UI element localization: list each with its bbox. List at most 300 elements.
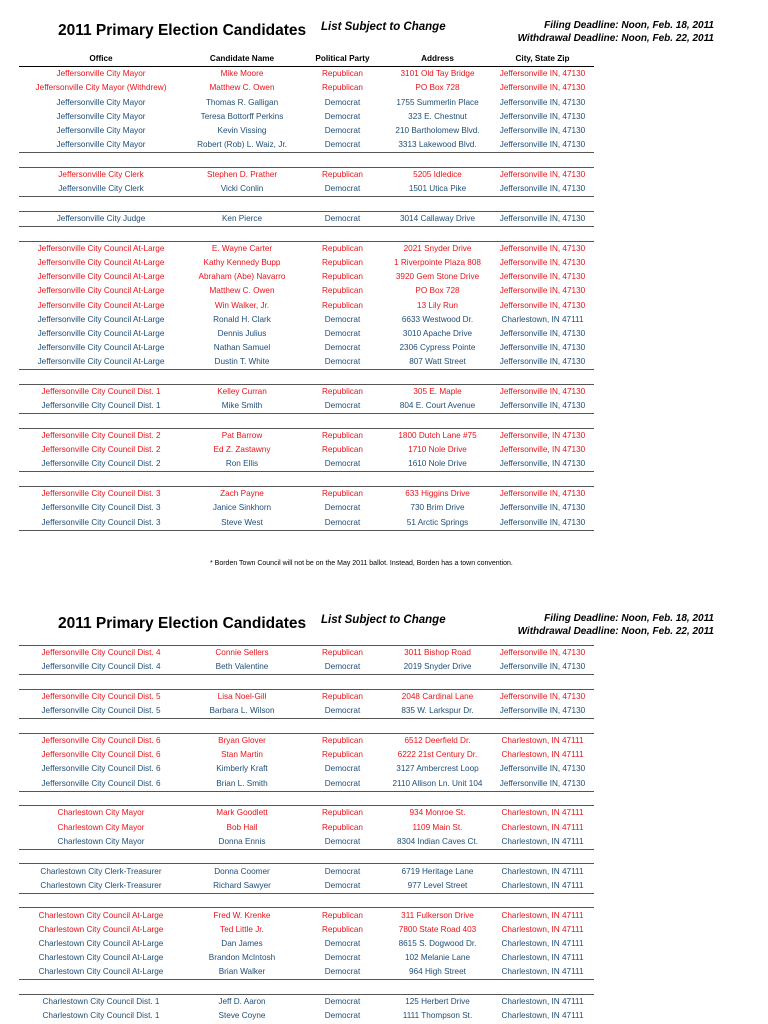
office-cell: Jeffersonville City Council Dist. 5 xyxy=(19,689,183,704)
candidate-cell: Richard Sawyer xyxy=(183,879,301,894)
office-cell: Charlestown City Mayor xyxy=(19,835,183,850)
office-cell: Jeffersonville City Council Dist. 6 xyxy=(41,750,161,760)
office-cell: Jeffersonville City Mayor xyxy=(19,138,183,153)
city-cell: Jeffersonville IN, 47130 xyxy=(491,182,594,197)
table-row xyxy=(19,704,594,719)
empty-cell xyxy=(19,719,183,734)
empty-cell xyxy=(301,980,384,995)
address-cell: PO Box 728 xyxy=(415,83,460,93)
spacer-row xyxy=(19,849,594,864)
party-cell: Democrat xyxy=(324,97,361,107)
empty-cell xyxy=(19,227,183,242)
party-cell: Democrat xyxy=(301,660,384,675)
city-cell: Charlestown, IN 47111 xyxy=(501,314,584,324)
city-cell: Jeffersonville IN, 47130 xyxy=(499,300,586,310)
candidate-cell: Mark Goodlett xyxy=(183,806,301,821)
deadlines xyxy=(518,19,714,45)
empty-cell xyxy=(19,530,183,544)
city-cell: Charlestown, IN 47111 xyxy=(501,938,584,948)
spacer-row xyxy=(19,414,594,429)
city-cell: Jeffersonville, IN 47130 xyxy=(491,457,594,472)
address-cell: 102 Melanie Lane xyxy=(404,953,471,963)
candidate-cell: Dustin T. White xyxy=(183,355,301,370)
city-cell: Charlestown, IN 47111 xyxy=(491,994,594,1009)
empty-cell xyxy=(183,530,301,544)
city-cell: Charlestown, IN 47111 xyxy=(491,965,594,980)
city-cell: Jeffersonville IN, 47130 xyxy=(499,648,586,658)
party-cell: Democrat xyxy=(301,355,384,370)
city-cell: Charlestown, IN 47111 xyxy=(491,908,594,923)
candidate-cell: Jeff D. Aaron xyxy=(183,994,301,1009)
empty-cell xyxy=(301,530,384,544)
city-cell: Jeffersonville IN, 47130 xyxy=(499,83,586,93)
empty-cell xyxy=(491,719,594,734)
table-row xyxy=(19,965,594,980)
office-cell: Jeffersonville City Council At-Large xyxy=(37,314,165,324)
spacer-row xyxy=(19,791,594,806)
party-cell: Democrat xyxy=(301,835,384,850)
candidate-cell: Stephen D. Prather xyxy=(183,167,301,182)
address-cell: 8615 S. Dogwood Dr. xyxy=(398,938,477,948)
address-cell: 3920 Gem Stone Drive xyxy=(395,272,480,282)
empty-cell xyxy=(183,719,301,734)
col-office: Office xyxy=(19,52,183,67)
table-row xyxy=(19,762,594,776)
address-cell: 311 Fulkerson Drive xyxy=(384,908,491,923)
office-cell: Jeffersonville City Council At-Large xyxy=(37,300,165,310)
empty-cell xyxy=(301,849,384,864)
party-cell: Democrat xyxy=(301,457,384,472)
table-row xyxy=(19,994,594,1009)
spacer-row xyxy=(19,675,594,690)
table-row xyxy=(19,777,594,792)
party-cell: Republican xyxy=(322,69,363,79)
empty-cell xyxy=(19,791,183,806)
candidate-cell: Matthew C. Owen xyxy=(209,83,275,93)
office-cell: Jeffersonville City Council Dist. 6 xyxy=(19,777,183,792)
address-cell: 6222 21st Century Dr. xyxy=(397,750,478,760)
table-row xyxy=(19,110,594,124)
city-cell: Jeffersonville IN, 47130 xyxy=(499,286,586,296)
candidate-cell: Brian Walker xyxy=(183,965,301,980)
table-row xyxy=(19,501,594,515)
party-cell: Democrat xyxy=(324,1011,361,1021)
office-cell: Charlestown City Council At-Large xyxy=(19,908,183,923)
office-cell: Charlestown City Clerk-Treasurer xyxy=(19,864,183,879)
table-row xyxy=(19,806,594,821)
empty-cell xyxy=(301,791,384,806)
candidate-cell: Pat Barrow xyxy=(183,428,301,443)
table-row xyxy=(19,284,594,298)
party-cell: Republican xyxy=(301,689,384,704)
empty-cell xyxy=(301,370,384,385)
empty-cell xyxy=(19,153,183,168)
office-cell: Jeffersonville City Council Dist. 3 xyxy=(19,487,183,502)
empty-cell xyxy=(19,980,183,995)
empty-cell xyxy=(384,675,491,690)
address-cell: 2021 Snyder Drive xyxy=(384,241,491,256)
city-cell: Charlestown, IN 47111 xyxy=(491,733,594,748)
candidate-cell: Ken Pierce xyxy=(183,211,301,226)
empty-cell xyxy=(19,414,183,429)
candidate-cell: Barbara L. Wilson xyxy=(183,704,301,719)
address-cell: 730 Brim Drive xyxy=(410,503,465,513)
city-cell: Charlestown, IN 47111 xyxy=(501,822,584,832)
city-cell: Jeffersonville, IN 47130 xyxy=(491,428,594,443)
party-cell: Democrat xyxy=(301,138,384,153)
office-cell: Charlestown City Council At-Large xyxy=(19,965,183,980)
empty-cell xyxy=(301,472,384,487)
address-cell: 1710 Nole Drive xyxy=(408,445,467,455)
page-subtitle: List Subject to Change xyxy=(321,21,446,33)
empty-cell xyxy=(384,414,491,429)
office-cell: Jeffersonville City Council Dist. 3 xyxy=(41,503,161,513)
table-row xyxy=(19,241,594,256)
candidates-table-1 xyxy=(19,52,594,544)
city-cell: Jeffersonville IN, 47130 xyxy=(491,167,594,182)
address-cell: 1501 Utica Pike xyxy=(384,182,491,197)
candidate-cell: Abraham (Abe) Navarro xyxy=(198,272,286,282)
table-row xyxy=(19,211,594,226)
city-cell: Charlestown, IN 47111 xyxy=(501,953,584,963)
city-cell: Charlestown, IN 47111 xyxy=(501,1011,584,1021)
office-cell: Jeffersonville City Council Dist. 4 xyxy=(19,660,183,675)
empty-cell xyxy=(19,675,183,690)
office-cell: Jeffersonville City Council Dist. 4 xyxy=(41,648,161,658)
address-cell: 2306 Cypress Pointe xyxy=(399,343,476,353)
city-cell: Charlestown, IN 47111 xyxy=(491,835,594,850)
party-cell: Republican xyxy=(322,750,363,760)
address-cell: PO Box 728 xyxy=(415,286,460,296)
address-cell: 3011 Bishop Road xyxy=(404,648,471,658)
candidate-cell: Kimberly Kraft xyxy=(216,764,268,774)
party-cell: Democrat xyxy=(301,965,384,980)
table-header xyxy=(19,52,594,67)
city-cell: Jeffersonville IN, 47130 xyxy=(499,126,586,136)
office-cell: Charlestown City Council At-Large xyxy=(38,953,164,963)
table-row xyxy=(19,733,594,748)
empty-cell xyxy=(491,893,594,908)
table-row xyxy=(19,256,594,270)
empty-cell xyxy=(19,472,183,487)
table-row xyxy=(19,937,594,951)
candidate-cell: Fred W. Krenke xyxy=(183,908,301,923)
city-cell: Jeffersonville IN, 47130 xyxy=(499,343,586,353)
city-cell: Jeffersonville IN, 47130 xyxy=(499,272,586,282)
candidate-cell: Steve Coyne xyxy=(218,1011,266,1021)
city-cell: Jeffersonville IN, 47130 xyxy=(491,689,594,704)
candidate-cell: E. Wayne Carter xyxy=(183,241,301,256)
spacer-row xyxy=(19,227,594,242)
spacer-row xyxy=(19,370,594,385)
empty-cell xyxy=(491,197,594,212)
candidate-cell: Teresa Bottorff Perkins xyxy=(200,111,284,121)
office-cell: Jeffersonville City Council Dist. 3 xyxy=(19,515,183,530)
deadlines xyxy=(518,612,714,638)
address-cell: 3101 Old Tay Bridge xyxy=(400,69,475,79)
table-row xyxy=(19,646,594,661)
address-cell: 2019 Snyder Drive xyxy=(384,660,491,675)
withdrawal-deadline: Withdrawal Deadline: Noon, Feb. 22, 2011 xyxy=(517,33,714,44)
city-cell: Jeffersonville IN, 47130 xyxy=(499,111,586,121)
party-cell: Democrat xyxy=(324,328,361,338)
empty-cell xyxy=(491,980,594,995)
city-cell: Charlestown, IN 47111 xyxy=(491,806,594,821)
spacer-row xyxy=(19,472,594,487)
empty-cell xyxy=(183,980,301,995)
empty-cell xyxy=(491,414,594,429)
candidate-cell: Dan James xyxy=(221,938,263,948)
party-cell: Democrat xyxy=(301,515,384,530)
col-address: Address xyxy=(384,52,491,67)
table-row xyxy=(19,138,594,153)
party-cell: Republican xyxy=(301,167,384,182)
candidate-cell: Bryan Glover xyxy=(183,733,301,748)
spacer-row xyxy=(19,893,594,908)
col-party: Political Party xyxy=(301,52,384,67)
table-row xyxy=(19,428,594,443)
city-cell: Jeffersonville IN, 47130 xyxy=(491,487,594,502)
office-cell: Jeffersonville City Mayor xyxy=(56,97,146,107)
address-cell: 934 Monroe St. xyxy=(384,806,491,821)
empty-cell xyxy=(19,197,183,212)
empty-cell xyxy=(301,414,384,429)
party-cell: Democrat xyxy=(324,111,361,121)
spacer-row xyxy=(19,197,594,212)
table-row xyxy=(19,443,594,457)
office-cell: Jeffersonville City Council At-Large xyxy=(19,355,183,370)
empty-cell xyxy=(301,675,384,690)
city-cell: Jeffersonville IN, 47130 xyxy=(499,764,586,774)
office-cell: Charlestown City Mayor xyxy=(19,806,183,821)
address-cell: 6719 Heritage Lane xyxy=(384,864,491,879)
table-row xyxy=(19,81,594,95)
table-row xyxy=(19,399,594,414)
empty-cell xyxy=(19,849,183,864)
city-cell: Jeffersonville IN, 47130 xyxy=(491,399,594,414)
address-cell: 835 W. Larkspur Dr. xyxy=(384,704,491,719)
spacer-row xyxy=(19,530,594,544)
office-cell: Jeffersonville City Council Dist. 2 xyxy=(41,445,161,455)
spacer-row xyxy=(19,153,594,168)
candidate-cell: Ed Z. Zastawny xyxy=(213,445,271,455)
party-cell: Republican xyxy=(322,924,363,934)
city-cell: Charlestown, IN 47111 xyxy=(491,879,594,894)
party-cell: Democrat xyxy=(301,399,384,414)
empty-cell xyxy=(384,719,491,734)
empty-cell xyxy=(183,197,301,212)
withdrawal-deadline: Withdrawal Deadline: Noon, Feb. 22, 2011 xyxy=(517,626,714,637)
empty-cell xyxy=(384,849,491,864)
address-cell: 51 Arctic Springs xyxy=(384,515,491,530)
office-cell: Jeffersonville City Council At-Large xyxy=(19,241,183,256)
party-cell: Republican xyxy=(322,822,363,832)
party-cell: Democrat xyxy=(324,503,361,513)
candidate-cell: Nathan Samuel xyxy=(213,343,271,353)
candidates-table-2 xyxy=(19,645,594,1023)
table-row xyxy=(19,923,594,937)
table-row xyxy=(19,182,594,197)
candidate-cell: Stan Martin xyxy=(221,750,263,760)
office-cell: Jeffersonville City Council At-Large xyxy=(37,286,165,296)
address-cell: 807 Watt Street xyxy=(384,355,491,370)
address-cell: 7800 State Road 403 xyxy=(398,924,477,934)
candidate-cell: Connie Sellers xyxy=(215,648,269,658)
address-cell: 1 Riverpointe Plaza 808 xyxy=(394,257,481,267)
table-row xyxy=(19,660,594,675)
party-cell: Republican xyxy=(301,241,384,256)
empty-cell xyxy=(491,849,594,864)
empty-cell xyxy=(384,893,491,908)
office-cell: Jeffersonville City Council Dist. 5 xyxy=(19,704,183,719)
address-cell: 5205 Idledice xyxy=(384,167,491,182)
address-cell: 1109 Main St. xyxy=(412,822,463,832)
address-cell: 323 E. Chestnut xyxy=(408,111,467,121)
empty-cell xyxy=(491,472,594,487)
candidate-cell: Ron Ellis xyxy=(183,457,301,472)
office-cell: Charlestown City Mayor xyxy=(57,822,145,832)
address-cell: 3127 Ambercrest Loop xyxy=(396,764,479,774)
party-cell: Democrat xyxy=(301,704,384,719)
table-row xyxy=(19,355,594,370)
table-row xyxy=(19,487,594,502)
candidate-cell: Ted Little Jr. xyxy=(220,924,264,934)
office-cell: Jeffersonville City Mayor xyxy=(56,111,146,121)
table-row xyxy=(19,515,594,530)
empty-cell xyxy=(183,227,301,242)
address-cell: 964 High Street xyxy=(384,965,491,980)
city-cell: Jeffersonville IN, 47130 xyxy=(491,704,594,719)
candidate-cell: Vicki Conlin xyxy=(183,182,301,197)
city-cell: Jeffersonville IN, 47130 xyxy=(491,384,594,399)
candidate-cell: Matthew C. Owen xyxy=(209,286,275,296)
empty-cell xyxy=(491,227,594,242)
city-cell: Jeffersonville IN, 47130 xyxy=(499,69,586,79)
candidate-cell: Lisa Noel-Gill xyxy=(183,689,301,704)
address-cell: 1111 Thompson St. xyxy=(402,1011,473,1021)
party-cell: Democrat xyxy=(301,994,384,1009)
candidate-cell: Ronald H. Clark xyxy=(213,314,271,324)
empty-cell xyxy=(301,197,384,212)
party-cell: Democrat xyxy=(324,764,361,774)
city-cell: Jeffersonville, IN 47130 xyxy=(499,445,586,455)
office-cell: Jeffersonville City Council At-Large xyxy=(37,343,165,353)
party-cell: Democrat xyxy=(301,879,384,894)
candidate-cell: Bob Hall xyxy=(226,822,258,832)
office-cell: Jeffersonville City Council At-Large xyxy=(37,272,165,282)
city-cell: Jeffersonville IN, 47130 xyxy=(499,257,586,267)
address-cell: 3014 Callaway Drive xyxy=(384,211,491,226)
party-cell: Republican xyxy=(322,300,363,310)
office-cell: Jeffersonville City Clerk xyxy=(19,182,183,197)
empty-cell xyxy=(19,370,183,385)
office-cell: Jeffersonville City Judge xyxy=(19,211,183,226)
address-cell: 2110 Allison Ln. Unit 104 xyxy=(384,777,491,792)
empty-cell xyxy=(384,980,491,995)
empty-cell xyxy=(301,719,384,734)
party-cell: Democrat xyxy=(301,777,384,792)
address-cell: 633 Higgins Drive xyxy=(384,487,491,502)
empty-cell xyxy=(384,227,491,242)
candidate-cell: Donna Ennis xyxy=(183,835,301,850)
party-cell: Republican xyxy=(301,384,384,399)
party-cell: Republican xyxy=(301,487,384,502)
table-row xyxy=(19,298,594,312)
empty-cell xyxy=(491,153,594,168)
candidate-cell: Dennis Julius xyxy=(217,328,267,338)
address-cell: 13 Lily Run xyxy=(417,300,458,310)
address-cell: 6633 Westwood Dr. xyxy=(401,314,474,324)
empty-cell xyxy=(183,414,301,429)
party-cell: Republican xyxy=(301,733,384,748)
party-cell: Republican xyxy=(322,257,363,267)
candidate-cell: Kevin Vissing xyxy=(217,126,267,136)
address-cell: 3313 Lakewood Blvd. xyxy=(384,138,491,153)
candidate-cell: Kathy Kennedy Bupp xyxy=(203,257,281,267)
empty-cell xyxy=(19,893,183,908)
party-cell: Democrat xyxy=(301,211,384,226)
spacer-row xyxy=(19,719,594,734)
address-cell: 6512 Deerfield Dr. xyxy=(384,733,491,748)
office-cell: Jeffersonville City Council Dist. 2 xyxy=(19,457,183,472)
party-cell: Democrat xyxy=(324,938,361,948)
empty-cell xyxy=(384,472,491,487)
candidate-cell: Robert (Rob) L. Waiz, Jr. xyxy=(183,138,301,153)
candidate-cell: Mike Moore xyxy=(220,69,264,79)
address-cell: 125 Herbert Drive xyxy=(384,994,491,1009)
page-subtitle: List Subject to Change xyxy=(321,614,446,626)
empty-cell xyxy=(183,675,301,690)
candidate-cell: Brandon McIntosh xyxy=(208,953,276,963)
table-row xyxy=(19,124,594,138)
party-cell: Republican xyxy=(322,445,363,455)
office-cell: Jeffersonville City Council Dist. 2 xyxy=(19,428,183,443)
party-cell: Democrat xyxy=(301,864,384,879)
table-row xyxy=(19,96,594,110)
candidate-cell: Beth Valentine xyxy=(183,660,301,675)
empty-cell xyxy=(183,472,301,487)
office-cell: Charlestown City Council At-Large xyxy=(38,938,164,948)
table-row xyxy=(19,327,594,341)
empty-cell xyxy=(183,791,301,806)
address-cell: 305 E. Maple xyxy=(384,384,491,399)
table-body xyxy=(19,646,594,1024)
table-row xyxy=(19,748,594,762)
city-cell: Jeffersonville IN, 47130 xyxy=(491,660,594,675)
empty-cell xyxy=(491,675,594,690)
address-cell: 3010 Apache Drive xyxy=(402,328,473,338)
candidate-cell: Kelley Curran xyxy=(183,384,301,399)
office-cell: Jeffersonville City Council Dist. 1 xyxy=(19,399,183,414)
candidate-cell: Janice Sinkhorn xyxy=(212,503,272,513)
table-row xyxy=(19,341,594,355)
city-cell: Charlestown, IN 47111 xyxy=(501,750,584,760)
office-cell: Charlestown City Council At-Large xyxy=(38,924,164,934)
party-cell: Democrat xyxy=(324,314,361,324)
address-cell: 977 Level Street xyxy=(384,879,491,894)
table-row xyxy=(19,67,594,82)
address-cell: 210 Bartholomew Blvd. xyxy=(395,126,480,136)
office-cell: Jeffersonville City Council Dist. 1 xyxy=(19,384,183,399)
table-row xyxy=(19,820,594,834)
empty-cell xyxy=(384,370,491,385)
empty-cell xyxy=(183,370,301,385)
office-cell: Jeffersonville City Council At-Large xyxy=(37,257,165,267)
city-cell: Jeffersonville IN, 47130 xyxy=(491,241,594,256)
empty-cell xyxy=(183,893,301,908)
empty-cell xyxy=(491,370,594,385)
table-row xyxy=(19,908,594,923)
